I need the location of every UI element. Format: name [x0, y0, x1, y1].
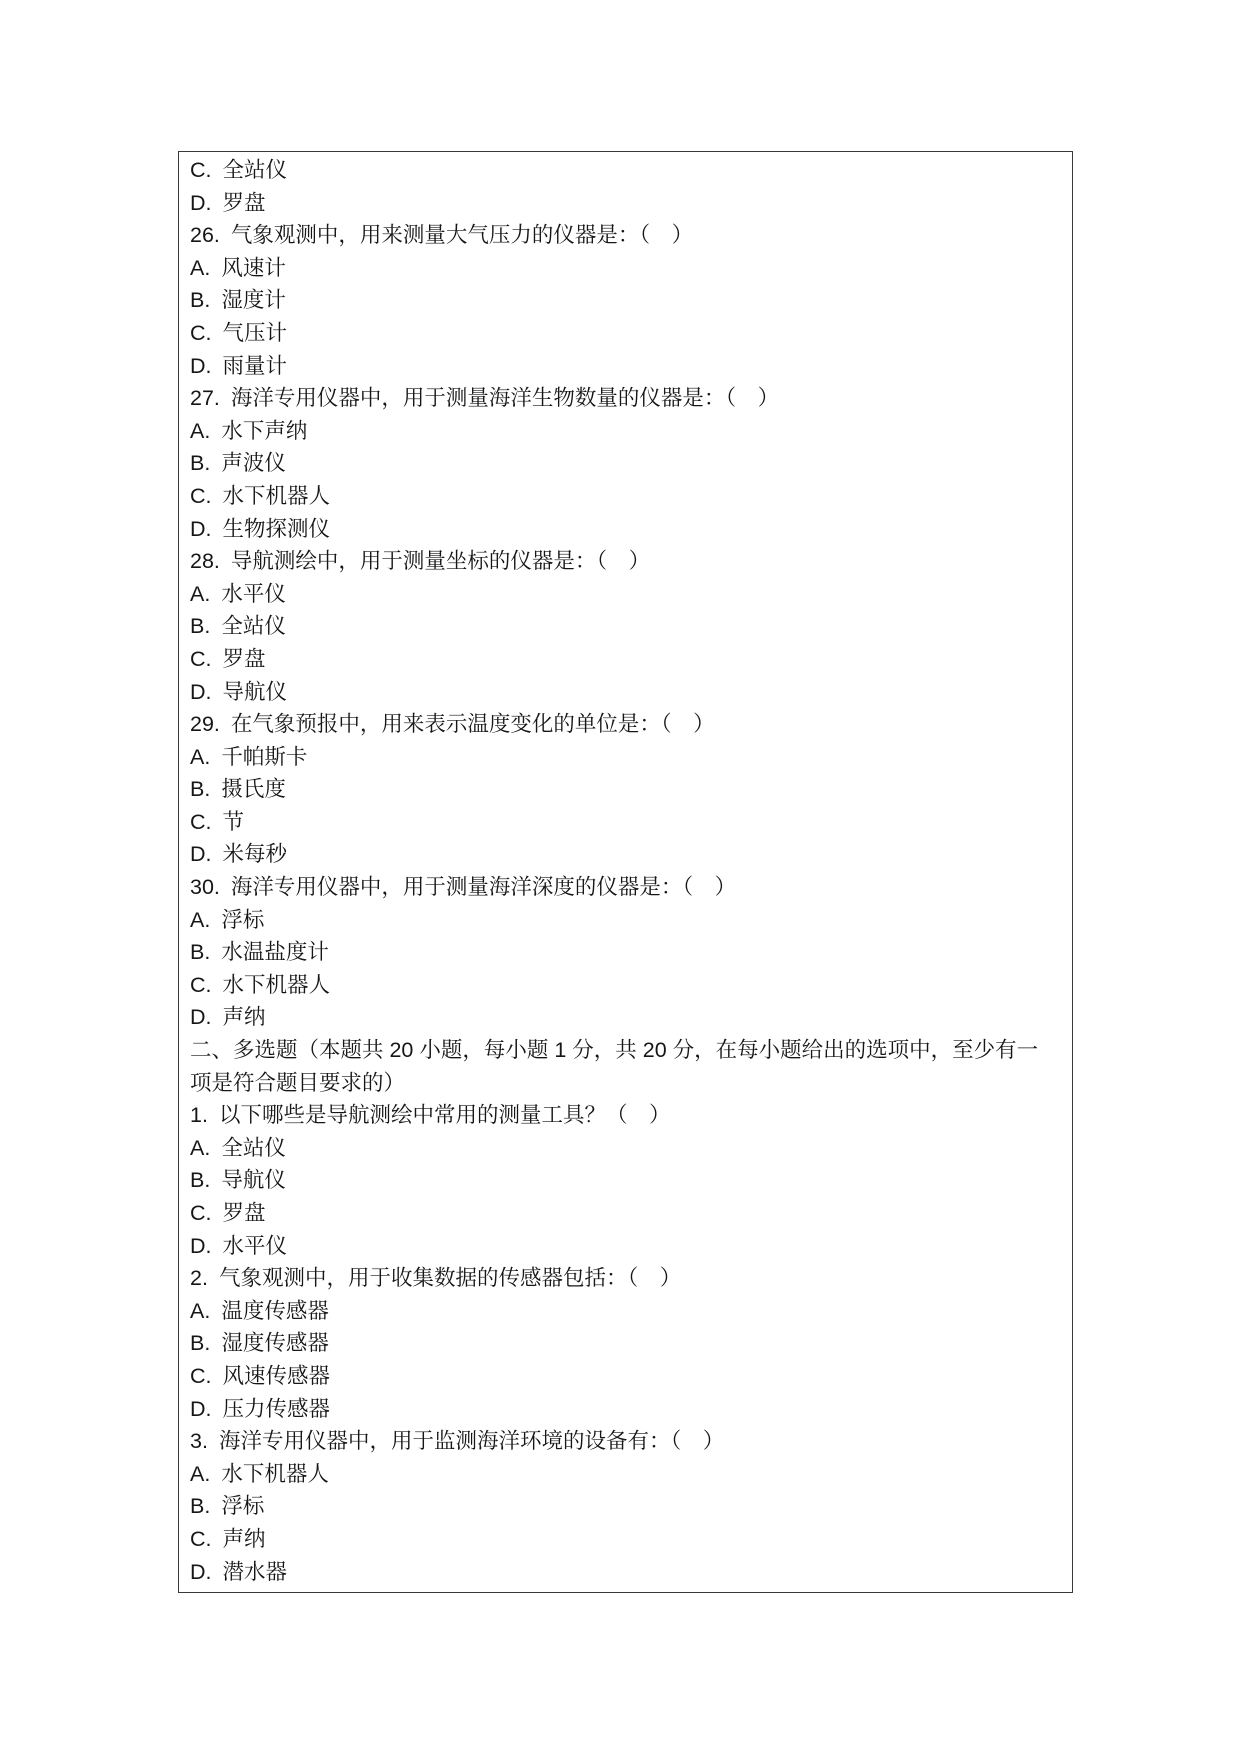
option-29-a: [190, 741, 1061, 774]
section-heading-line-1: 二、多选题（本题共 20 小题，每小题 1 分，共 20 分，在每小题给出的选项中，至少有一: [190, 1038, 1039, 1063]
option-text: 湿度计: [221, 288, 286, 313]
option-letter: B.: [190, 1494, 211, 1519]
option-letter: C.: [190, 646, 212, 671]
option-letter: D.: [190, 842, 212, 867]
option-text: 罗盘: [222, 646, 266, 671]
option-letter: A.: [190, 1135, 211, 1160]
option-text: 声波仪: [221, 451, 286, 476]
option-letter: B.: [190, 940, 211, 965]
question-number: 27.: [190, 386, 220, 411]
option-28-c: [190, 643, 1061, 676]
option-letter: C.: [190, 320, 212, 345]
option-29-c: [190, 806, 1061, 839]
question-26: [190, 219, 1061, 252]
option-26-c: [190, 317, 1061, 350]
mc-option-1-c: [190, 1197, 1061, 1230]
mc-question-1: [190, 1099, 1061, 1132]
option-27-c: [190, 480, 1061, 513]
option-text: 节: [222, 809, 245, 834]
option-letter: D.: [190, 1005, 212, 1030]
option-letter: D.: [190, 1396, 212, 1421]
option-text: 压力传感器: [222, 1396, 331, 1421]
option-text: 全站仪: [221, 614, 286, 639]
question-number: 26.: [190, 223, 220, 248]
option-30-d: [190, 1001, 1061, 1034]
mc-option-3-b: [190, 1490, 1061, 1523]
question-28: [190, 545, 1061, 578]
question-stem: 海洋专用仪器中，用于监测海洋环境的设备有：（ ）: [218, 1429, 725, 1454]
option-letter: A.: [190, 581, 211, 606]
continued-option-c: [190, 154, 1061, 187]
option-letter: A.: [190, 418, 211, 443]
option-text: 潜水器: [222, 1559, 288, 1584]
option-text: 米每秒: [222, 842, 288, 867]
option-27-b: [190, 447, 1061, 480]
option-30-c: [190, 969, 1061, 1002]
option-text: 风速计: [221, 255, 286, 280]
mc-question-3: [190, 1425, 1061, 1458]
option-letter: C.: [190, 972, 212, 997]
option-letter: C.: [190, 158, 212, 182]
section-heading-line-2: 项是符合题目要求的）: [190, 1070, 406, 1095]
option-letter: A.: [190, 255, 211, 280]
question-number: 1.: [190, 1103, 208, 1128]
option-letter: A.: [190, 907, 211, 932]
option-letter: D.: [190, 1559, 212, 1584]
option-27-a: [190, 415, 1061, 448]
option-text: 导航仪: [222, 679, 288, 704]
option-letter: B.: [190, 1331, 211, 1356]
mc-option-2-a: [190, 1295, 1061, 1328]
option-letter: D.: [190, 353, 212, 378]
option-letter: B.: [190, 288, 211, 313]
option-letter: C.: [190, 1201, 212, 1225]
question-number: 3.: [190, 1429, 208, 1454]
option-28-d: [190, 676, 1061, 709]
option-28-b: [190, 610, 1061, 643]
option-text: 罗盘: [222, 190, 266, 215]
mc-option-2-b: [190, 1327, 1061, 1360]
option-28-a: [190, 578, 1061, 611]
question-box: [178, 151, 1073, 1593]
option-letter: B.: [190, 451, 211, 476]
option-text: 温度传感器: [221, 1298, 329, 1323]
continued-option-d: [190, 187, 1061, 220]
question-stem: 在气象预报中，用来表示温度变化的单位是：（ ）: [230, 712, 715, 737]
option-letter: B.: [190, 1168, 211, 1193]
question-number: 2.: [190, 1266, 208, 1291]
question-number: 28.: [190, 549, 220, 574]
option-letter: C.: [190, 809, 212, 834]
option-26-d: [190, 350, 1061, 383]
option-26-b: [190, 284, 1061, 317]
option-text: 水温盐度计: [221, 940, 329, 965]
mc-option-1-b: [190, 1164, 1061, 1197]
mc-option-1-d: [190, 1230, 1061, 1263]
option-27-d: [190, 513, 1061, 546]
mc-option-3-c: [190, 1523, 1061, 1556]
option-26-a: [190, 252, 1061, 285]
option-text: 浮标: [221, 1494, 265, 1519]
mc-option-2-c: [190, 1360, 1061, 1393]
option-text: 罗盘: [222, 1201, 266, 1225]
option-29-d: [190, 838, 1061, 871]
option-text: 风速传感器: [222, 1363, 331, 1388]
option-letter: A.: [190, 744, 211, 769]
question-stem: 导航测绘中，用于测量坐标的仪器是：（ ）: [230, 549, 651, 574]
option-text: 水下机器人: [221, 1461, 329, 1486]
option-text: 摄氏度: [221, 777, 286, 802]
option-text: 水平仪: [221, 581, 286, 606]
option-text: 导航仪: [221, 1168, 286, 1193]
option-30-a: [190, 904, 1061, 937]
option-text: 全站仪: [222, 158, 288, 182]
option-text: 水下机器人: [222, 483, 331, 508]
option-text: 水平仪: [222, 1233, 288, 1258]
option-letter: D.: [190, 679, 212, 704]
option-letter: C.: [190, 1526, 212, 1551]
question-stem: 海洋专用仪器中，用于测量海洋生物数量的仪器是：（ ）: [230, 386, 780, 411]
question-stem: 以下哪些是导航测绘中常用的测量工具？（ ）: [218, 1103, 671, 1128]
question-number: 29.: [190, 712, 220, 737]
option-text: 全站仪: [221, 1135, 286, 1160]
option-text: 浮标: [221, 907, 265, 932]
mc-question-2: [190, 1262, 1061, 1295]
mc-option-3-a: [190, 1458, 1061, 1491]
option-letter: D.: [190, 1233, 212, 1258]
question-number: 30.: [190, 875, 220, 900]
option-text: 生物探测仪: [222, 516, 331, 541]
question-stem: 海洋专用仪器中，用于测量海洋深度的仪器是：（ ）: [230, 875, 737, 900]
question-stem: 气象观测中，用来测量大气压力的仪器是：（ ）: [230, 223, 694, 248]
mc-option-2-d: [190, 1393, 1061, 1426]
option-text: 雨量计: [222, 353, 288, 378]
option-text: 湿度传感器: [221, 1331, 329, 1356]
option-text: 气压计: [222, 320, 288, 345]
question-30: [190, 871, 1061, 904]
option-text: 水下声纳: [221, 418, 308, 443]
option-letter: A.: [190, 1461, 211, 1486]
option-29-b: [190, 773, 1061, 806]
option-letter: B.: [190, 777, 211, 802]
option-letter: C.: [190, 1363, 212, 1388]
question-stem: 气象观测中，用于收集数据的传感器包括：（ ）: [218, 1266, 682, 1291]
option-text: 声纳: [222, 1526, 266, 1551]
option-letter: D.: [190, 190, 212, 215]
option-30-b: [190, 936, 1061, 969]
option-text: 声纳: [222, 1005, 266, 1030]
mc-option-1-a: [190, 1132, 1061, 1165]
option-text: 水下机器人: [222, 972, 331, 997]
option-text: 千帕斯卡: [221, 744, 308, 769]
question-29: [190, 708, 1061, 741]
option-letter: D.: [190, 516, 212, 541]
question-27: [190, 382, 1061, 415]
option-letter: C.: [190, 483, 212, 508]
option-letter: A.: [190, 1298, 211, 1323]
option-letter: B.: [190, 614, 211, 639]
mc-option-3-d: [190, 1556, 1061, 1589]
